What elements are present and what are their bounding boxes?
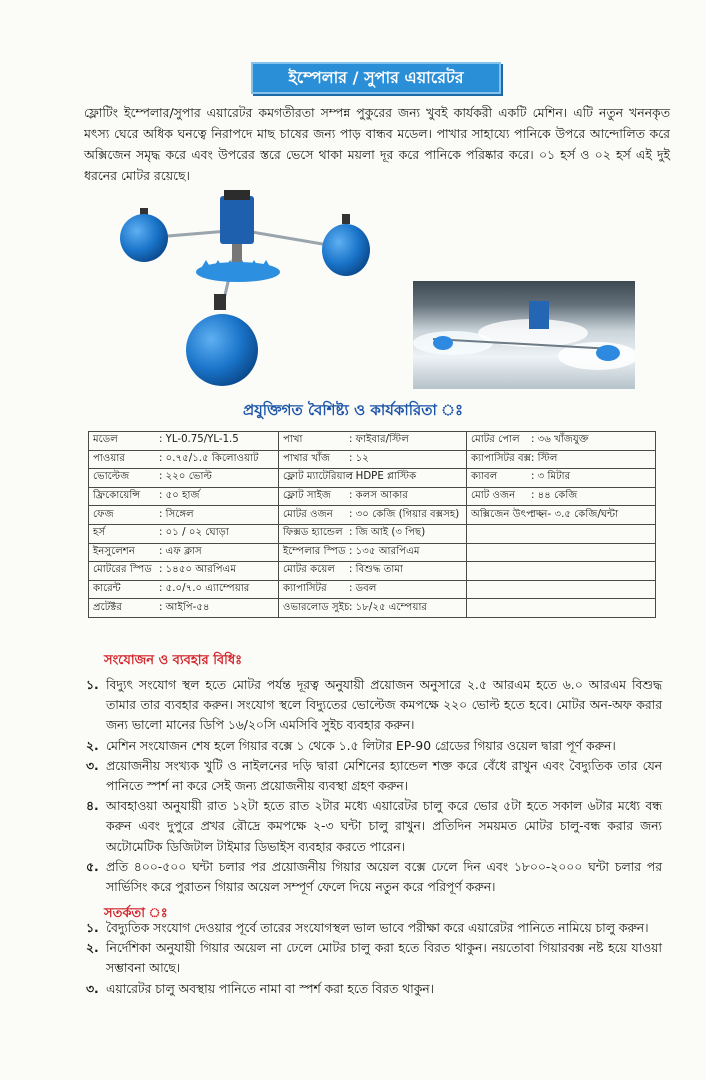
table-cell (279, 580, 467, 599)
spec-value: : ১৮/২৫ এম্পেয়ার (349, 601, 428, 613)
spec-label: ক্যাপাসিটর (283, 583, 327, 595)
table-cell (279, 524, 467, 543)
spec-label: ক্যাবল (471, 471, 498, 483)
spec-value: : ৩০ কেজি (গিয়ার বক্সসহ) (349, 508, 460, 520)
specs-heading: প্রযুক্তিগত বৈশিষ্ট্য ও কার্যকারিতা ঃ (242, 401, 464, 419)
list-item (86, 857, 662, 897)
table-cell (89, 432, 279, 451)
spec-label: মডেল (93, 434, 118, 446)
table-cell (467, 580, 656, 599)
spec-label: ফিক্সড হ্যান্ডেল (283, 527, 343, 539)
table-cell (89, 543, 279, 562)
list-number: ৪. (86, 799, 99, 814)
table-cell (279, 487, 467, 506)
list-text: প্রয়োজনীয় সংখ্যক খুটি ও নাইলনের দড়ি দ্বারা মেশিনের হ্যান্ডেল শক্ত করে বেঁধে রাখুন এবং বৈদ্যুতিক তার যেন পানিতে স্পর্শ না করে সেই জন্য প্রয়োজনীয় ব্যবস্থা গ্রহণ করুন। (106, 758, 662, 794)
spec-label: ফেজ (93, 508, 114, 520)
list-number: ৩. (86, 981, 99, 996)
spec-label: ওভারলোড সুইচ (283, 601, 350, 613)
spec-label: মোটর ওজন (283, 508, 333, 520)
table-cell (89, 562, 279, 581)
list-item (86, 938, 662, 978)
list-item (86, 979, 662, 999)
table-cell (467, 506, 656, 525)
table-row (89, 469, 656, 488)
list-item (86, 918, 662, 938)
spec-value: : ১৪৫০ আরপিএম (159, 564, 237, 576)
spec-value: : YL-0.75/YL-1.5 (159, 434, 239, 446)
usage-heading: সংযোজন ও ব্যবহার বিধিঃ (104, 653, 243, 668)
table-cell (279, 432, 467, 451)
table-cell (467, 432, 656, 451)
list-text: আবহাওয়া অনুযায়ী রাত ১২টা হতে রাত ২টার মধ্যে এয়ারেটর চালু করে ভোর ৫টা হতে সকাল ৬টার মধ্যে বন্ধ করুন এবং দুপুরে প্রখর রৌদ্রে কমপক্ষে ২-৩ ঘন্টা চালু রাখুন। প্রতিদিন সময়মত মোটর চালু-বন্ধ করার জন্য অটোমেটিক ডিজিটাল টাইমার ডিভাইস ব্যবহার করতে পারেন। (106, 799, 662, 854)
table-cell (279, 543, 467, 562)
spec-value: : ফাইবার/স্টিল (349, 434, 409, 446)
impeller-aerator-product-icon (104, 190, 384, 390)
list-number: ২. (86, 941, 99, 956)
spec-value: : এফ ক্লাস (159, 545, 202, 557)
spec-label: মোটর পোল (471, 434, 520, 446)
table-cell (89, 580, 279, 599)
list-item (86, 756, 662, 796)
spec-label: মোটর কয়েল (283, 564, 335, 576)
spec-label: পাখার খাঁজ (283, 452, 331, 464)
table-cell (279, 562, 467, 581)
list-item (86, 675, 662, 736)
spec-label: ফ্লোট ম্যাটেরিয়াল (283, 471, 354, 483)
spec-label: প্রটেক্টর (93, 601, 122, 613)
table-cell (467, 487, 656, 506)
spec-value: : সিঙ্গেল (159, 508, 194, 520)
spec-label: ফ্লোট সাইজ (283, 490, 331, 502)
list-text: এয়ারেটর চালু অবস্থায় পানিতে নামা বা স্পর্শ করা হতে বিরত থাকুন। (106, 981, 435, 996)
table-cell (467, 450, 656, 469)
table-cell (89, 487, 279, 506)
spec-label: ইনসুলেশন (93, 545, 135, 557)
spec-value: : HDPE প্লাস্টিক (349, 471, 417, 483)
spec-label: কারেন্ট (93, 583, 121, 595)
usage-list (86, 675, 662, 897)
list-item (86, 796, 662, 857)
table-cell (279, 506, 467, 525)
spec-value: : আইপি-৫৪ (159, 601, 210, 613)
table-cell (467, 562, 656, 581)
spec-value: : ৪৪ কেজি (531, 490, 578, 502)
table-row (89, 580, 656, 599)
table-row (89, 524, 656, 543)
spec-label: অক্সিজেন উৎপাদন (471, 508, 548, 520)
spec-label: ভোল্টেজ (93, 471, 130, 483)
aerator-in-pond-photo-icon (413, 281, 635, 389)
spec-value: : ০.৭৫/১.৫ কিলোওয়াট (159, 452, 259, 464)
table-cell (89, 450, 279, 469)
list-text: নির্দেশিকা অনুযায়ী গিয়ার অয়েল না ঢেলে মোটর চালু করা হতে বিরত থাকুন। নয়তোবা গিয়ারবক্স নষ্ট হয়ে যাওয়া সম্ভাবনা আছে। (106, 941, 662, 976)
table-row (89, 599, 656, 618)
table-row (89, 487, 656, 506)
table-row (89, 506, 656, 525)
spec-label: মোটরের স্পিড (93, 564, 152, 576)
spec-value: : স্টিল (531, 452, 558, 464)
list-number: ৩. (86, 758, 99, 773)
table-cell (89, 599, 279, 618)
table-cell (279, 469, 467, 488)
intro-paragraph: ফ্লোটিং ইম্পেলার/সুপার এয়ারেটর কমগতীরতা সম্পন্ন পুকুরের জন্য খুবই কার্যকরী একটি মেশিন। এটি নতুন খননকৃত মৎস্য ঘেরে অধিক ঘনত্বে নিরাপদে মাছ চাষের জন্য পাড় বান্ধব মডেল। পাখার সাহায্যে পানিকে উপরে আন্দোলিত করে অক্সিজেন সমৃদ্ধ করে এবং উপরের স্তরে ভেসে থাকা ময়লা দূর করে পানিকে পরিষ্কার করে। ০১ হর্স ও ০২ হর্স এই দুই ধরনের মোটর রয়েছে। (84, 105, 670, 183)
table-cell (467, 543, 656, 562)
spec-label: ইম্পেলার স্পিড (283, 545, 346, 557)
table-cell (89, 524, 279, 543)
spec-label: পাওয়ার (93, 452, 125, 464)
table-row (89, 562, 656, 581)
list-text: বৈদ্যুতিক সংযোগ দেওয়ার পূর্বে তারের সংযোগস্থল ভাল ভাবে পরীক্ষা করে এয়ারেটর পানিতে নামিয়ে চালু করুন। (106, 921, 649, 935)
spec-value: : ৩ মিটার (531, 471, 571, 483)
spec-value: : জি আই (৩ পিছ) (349, 527, 426, 539)
table-cell (89, 506, 279, 525)
spec-value: : ৫.০/৭.০ এ্যাম্পেয়ার (159, 583, 250, 595)
list-text: প্রতি ৪০০-৫০০ ঘন্টা চলার পর প্রয়োজনীয় গিয়ার অয়েল বক্সে ঢেলে দিন এবং ১৮০০-২০০০ ঘন্টা চলার পর সার্ভিসিং করে পুরাতন গিয়ার অয়েল সম্পূর্ণ ফেলে দিয়ে নতুন করে পরিপূর্ণ করুন। (106, 859, 662, 895)
list-item (86, 736, 662, 756)
list-text: মেশিন সংযোজন শেষ হলে গিয়ার বক্সে ১ থেকে ১.৫ লিটার EP-90 গ্রেডের গিয়ার ওয়েল দ্বারা পূর্ণ করুন। (106, 738, 616, 753)
spec-label: হর্স (93, 527, 106, 539)
list-text: বিদ্যুৎ সংযোগ স্থল হতে মোটর পর্যন্ত দূরত্ব অনুযায়ী প্রয়োজন অনুসারে ২.৫ আরএম হতে ৬.০ আরএম বিশুদ্ধ তামার তার ব্যবহার করুন। সংযোগ স্থলে বিদ্যুতের ভোল্টেজ কমপক্ষে ২২০ ভোল্ট হতে হবে। মোটর অন-অফ করার জন্য ভালো মানের ডিপি ১৬/২০সি এমসিবি সুইচ ব্যবহার করুন। (106, 678, 662, 733)
spec-label: ফ্রিকোয়েন্সি (93, 490, 141, 502)
spec-value: : কলস আকার (349, 490, 408, 502)
page-title: ইম্পেলার / সুপার এয়ারেটর (251, 62, 501, 94)
spec-value: : ২ - ৩.৫ কেজি/ঘন্টা (531, 508, 619, 520)
table-cell (279, 450, 467, 469)
spec-label: পাখা (283, 434, 303, 446)
table-cell (279, 599, 467, 618)
spec-value: : ০১ / ০২ ঘোড়া (159, 527, 229, 539)
table-cell (467, 469, 656, 488)
table-cell (467, 599, 656, 618)
spec-value: : বিশুদ্ধ তামা (349, 564, 403, 576)
caution-list (86, 918, 662, 999)
spec-label: মোট ওজন (471, 490, 516, 502)
table-cell (467, 524, 656, 543)
spec-value: : ৫০ হার্জ (159, 490, 200, 502)
table-cell (89, 469, 279, 488)
caution-heading: সতর্কতা ঃ (104, 906, 168, 921)
list-number: ২. (86, 738, 99, 753)
table-row (89, 450, 656, 469)
spec-value: : ২২০ ভোল্ট (159, 471, 212, 483)
list-number: ১. (86, 678, 99, 692)
spec-value: : ৩৬ খাঁজযুক্ত (531, 434, 589, 446)
specs-table (88, 431, 656, 618)
spec-value: : ১৩৫ আরপিএম (349, 545, 420, 557)
list-number: ৫. (86, 859, 99, 874)
table-row (89, 543, 656, 562)
table-row (89, 432, 656, 451)
spec-value: : ডবল (349, 583, 377, 595)
spec-value: : ১২ (349, 452, 369, 464)
spec-label: ক্যাপাসিটর বক্স (471, 452, 532, 464)
list-number: ১. (86, 921, 99, 935)
